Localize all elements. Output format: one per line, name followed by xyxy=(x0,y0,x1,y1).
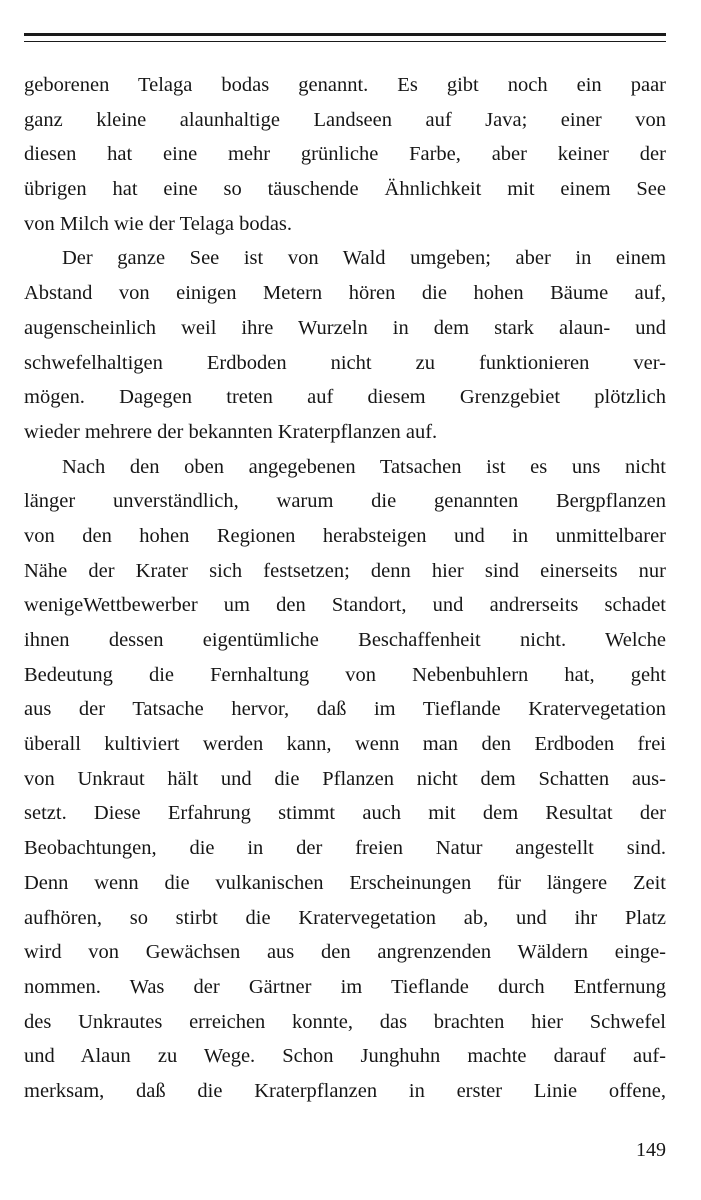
text-line: Nähe der Krater sich festsetzen; denn hier sind einerseits nur xyxy=(24,559,666,582)
text-line: Bedeutung die Fernhaltung von Nebenbuhlern hat, geht xyxy=(24,663,666,686)
text-line: von Milch wie der Telaga bodas. xyxy=(24,212,293,235)
body-text xyxy=(24,68,666,1109)
header-rule-thick xyxy=(24,33,666,36)
text-line: länger unverständlich, warum die genannten Bergpflanzen xyxy=(24,490,666,513)
text-line: wenigeWettbewerber um den Standort, und andrerseits schadet xyxy=(24,594,666,617)
text-line: und Alaun zu Wege. Schon Junghuhn machte darauf auf- xyxy=(24,1045,666,1068)
text-line: mögen. Dagegen treten auf diesem Grenzgebiet plötzlich xyxy=(24,386,666,409)
text-line: Der ganze See ist von Wald umgeben; aber in einem xyxy=(62,247,666,270)
text-line: wieder mehrere der bekannten Kraterpflanzen auf. xyxy=(24,420,438,443)
text-line: wird von Gewächsen aus den angrenzenden Wäldern einge- xyxy=(24,941,666,964)
text-line: Nach den oben angegebenen Tatsachen ist es uns nicht xyxy=(62,455,666,478)
text-line: diesen hat eine mehr grünliche Farbe, aber keiner der xyxy=(24,143,666,166)
page-number: 149 xyxy=(636,1139,666,1161)
text-line: ihnen dessen eigentümliche Beschaffenheit nicht. Welche xyxy=(24,629,666,651)
text-line: Denn wenn die vulkanischen Erscheinungen für längere Zeit xyxy=(24,871,666,894)
text-line: schwefelhaltigen Erdboden nicht zu funktionieren ver- xyxy=(24,351,666,374)
text-line: Abstand von einigen Metern hören die hohen Bäume auf, xyxy=(24,282,666,305)
text-line: übrigen hat eine so täuschende Ähnlichkeit mit einem See xyxy=(24,178,666,201)
text-line: setzt. Diese Erfahrung stimmt auch mit dem Resultat der xyxy=(24,802,666,825)
text-line: geborenen Telaga bodas genannt. Es gibt noch ein paar xyxy=(24,74,666,96)
header-rule-thin xyxy=(24,41,666,42)
text-line: Beobachtungen, die in der freien Natur angestellt sind. xyxy=(24,837,666,860)
text-line: merksam, daß die Kraterpflanzen in erster Linie offene, xyxy=(24,1079,666,1102)
text-line: ganz kleine alaunhaltige Landseen auf Java; einer von xyxy=(24,108,666,131)
text-line: von Unkraut hält und die Pflanzen nicht dem Schatten aus- xyxy=(24,767,666,790)
text-line: aus der Tatsache hervor, daß im Tieflande Kratervegetation xyxy=(24,698,666,721)
text-line: aufhören, so stirbt die Kratervegetation ab, und ihr Platz xyxy=(24,906,666,929)
text-line: des Unkrautes erreichen konnte, das brachten hier Schwefel xyxy=(24,1010,666,1033)
text-line: von den hohen Regionen herabsteigen und in unmittelbarer xyxy=(24,524,666,547)
text-line: augenscheinlich weil ihre Wurzeln in dem stark alaun- und xyxy=(24,316,666,339)
text-line: nommen. Was der Gärtner im Tieflande durch Entfernung xyxy=(24,975,666,998)
text-line: überall kultiviert werden kann, wenn man den Erdboden frei xyxy=(24,733,666,756)
